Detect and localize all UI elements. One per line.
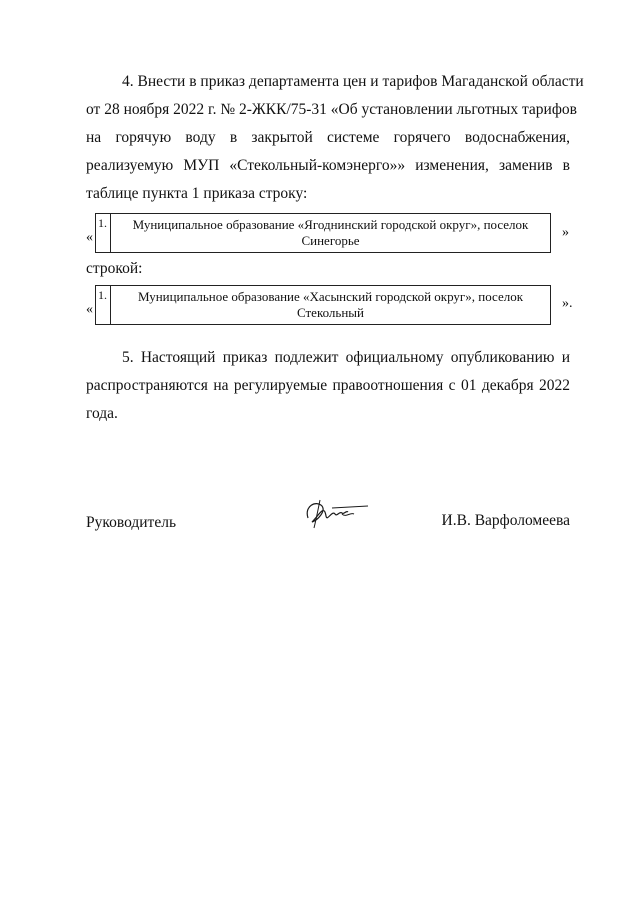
item-5-line-2: распространяются на регулируемые правоотношения с 01 декабря 2022 (86, 377, 570, 394)
new-row-open-quote: « (86, 302, 93, 317)
item-4-line-5: таблице пункта 1 приказа строку: (86, 185, 308, 202)
old-row-close-quote: » (562, 225, 569, 240)
handwritten-signature (302, 496, 372, 532)
replace-label: строкой: (86, 260, 143, 277)
item-5-line-3: года. (86, 405, 118, 422)
old-table-row (95, 213, 551, 253)
new-row-text-line-1: Муниципальное образование «Хасынский городской округ», поселок (137, 289, 524, 304)
item-4-line-2: от 28 ноября 2022 г. № 2-ЖКК/75-31 «Об установлении льготных тарифов (86, 101, 577, 118)
item-4-line-4: реализуемую МУП «Стекольный-комэнерго»» изменения, заменив в (86, 157, 570, 174)
new-table-row (95, 285, 551, 325)
signature-block (86, 510, 570, 540)
old-row-description (111, 214, 550, 252)
signatory-name: И.В. Варфоломеева (441, 512, 570, 529)
new-row-number: 1. (95, 286, 111, 324)
item-4-paragraph (86, 68, 584, 208)
item-4-line-1: 4. Внести в приказ департамента цен и тарифов Магаданской области (122, 73, 584, 90)
new-row-close-quote: ». (562, 296, 573, 311)
signatory-title: Руководитель (86, 514, 177, 531)
old-row-open-quote: « (86, 230, 93, 245)
item-5-paragraph (86, 344, 570, 428)
item-4-line-3: на горячую воду в закрытой системе горячего водоснабжения, (86, 129, 570, 146)
item-5-line-1: 5. Настоящий приказ подлежит официальному опубликованию и (122, 349, 570, 366)
new-row-description (111, 286, 550, 324)
old-row-text-line-2: Синегорье (301, 233, 360, 248)
new-row-text-line-2: Стекольный (297, 305, 364, 320)
old-row-text-line-1: Муниципальное образование «Ягоднинский городской округ», поселок (132, 217, 529, 232)
old-row-number: 1. (95, 214, 111, 252)
